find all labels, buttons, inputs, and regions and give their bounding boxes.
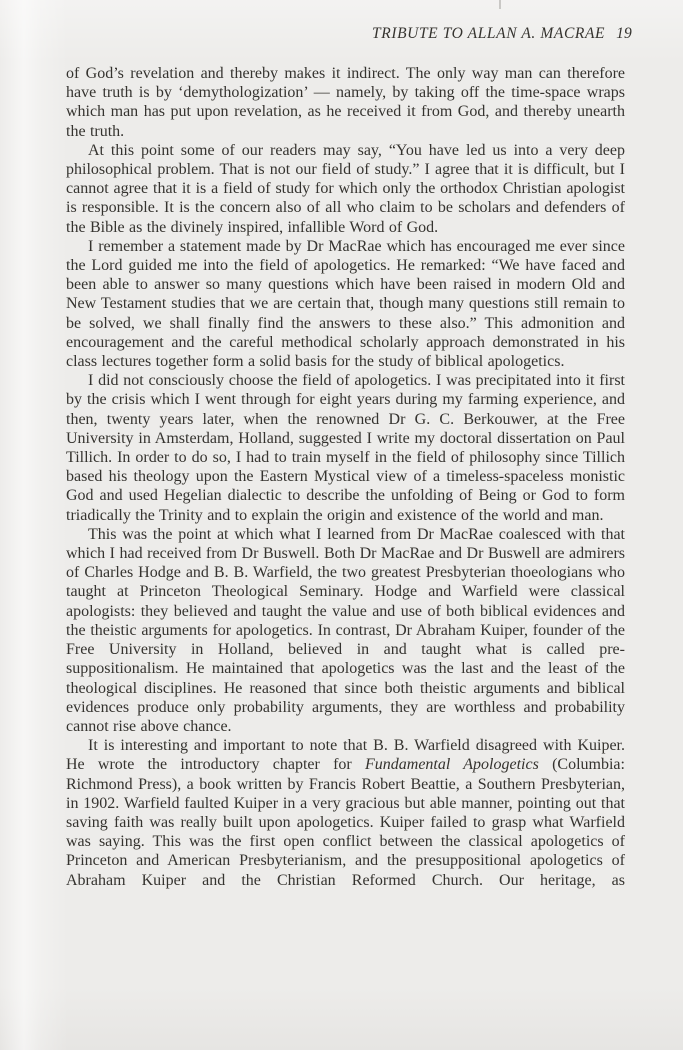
paragraph: This was the point at which what I learned from Dr MacRae coalesced with that which I had received from Dr Buswell. Both Dr MacRae and Dr Buswell are admirers of Charles Hodge and B. B. Warfield, the two greatest Presbyterian thoeologians who taught at Princeton Theological Seminary. Hodge and Warfield were classical apologists: they believed and taught the value and use of both biblical evidences and the theistic arguments for apologetics. In contrast, Dr Abraham Kuiper, founder of the Free University in Holland, believed in and taught what is called pre-suppositionalism. He maintained that apologetics was the last and the least of the theological disciplines. He reasoned that since both theistic arguments and biblical evidences produce only probability arguments, they are worthless and probability cannot rise above chance. (66, 525, 625, 735)
paragraph: of God’s revelation and thereby makes it indirect. The only way man can therefore have truth is by ‘demythologization’ — namely, by taking off the time-space wraps which man has put upon revelation, as he received it from God, and thereby unearth the truth. (66, 65, 625, 140)
paragraph-text: It is interesting and important to note that B. B. Warfield disagreed with Kuiper. He wrote the introductory chapter for (66, 737, 625, 774)
running-header (66, 25, 632, 43)
scan-artifact-mark (499, 0, 501, 9)
book-title-italic: Fundamental Apologetics (365, 756, 539, 774)
paragraph: I did not consciously choose the field of apologetics. I was precipitated into it first by the crisis which I went through for eight years during my farming experience, and then, twenty years later, when the renowned Dr G. C. Berkouwer, at the Free University in Amsterdam, Holland, suggested I write my doctoral dissertation on Paul Tillich. In order to do so, I had to train myself in the field of philosophy since Tillich based his theology upon the Eastern Mystical view of a timeless-spaceless monistic God and used Hegelian dialectic to describe the unfolding of Being or God to form triadically the Trinity and to explain the origin and existence of the world and man. (66, 372, 625, 524)
paragraph: At this point some of our readers may say, “You have led us into a very deep philosophical problem. That is not our field of study.” I agree that it is difficult, but I cannot agree that it is a field of study for which only the orthodox Christian apologist is responsible. It is the concern also of all who claim to be scholars and defenders of the Bible as the divinely inspired, infallible Word of God. (66, 141, 625, 236)
paragraph: I remember a statement made by Dr MacRae which has encouraged me ever since the Lord guided me into the field of apologetics. He remarked: “We have faced and been able to answer so many questions which have been raised in modern Old and New Testament studies that we are certain that, though many questions still remain to be solved, we shall finally find the answers to these also.” This admonition and encouragement and the careful methodical scholarly approach demonstrated in his class lectures together form a solid basis for the study of biblical apologetics. (66, 237, 625, 371)
paragraph-text: (Columbia: Richmond Press), a book written by Francis Robert Beattie, a Southern Presbyterian, in 1902. Warfield faulted Kuiper in a very gracious but able manner, pointing out that saving faith was really built upon apologetics. Kuiper failed to grasp what Warfield was saying. This was the first open conflict between the classical apologetics of Princeton and American Presbyterianism, and the presuppositional apologetics of Abraham Kuiper and the Christian Reformed Church. Our heritage, as (66, 756, 625, 889)
page-body (66, 64, 625, 890)
page-number: 19 (616, 25, 632, 42)
paragraph (66, 736, 625, 890)
running-title: TRIBUTE TO ALLAN A. MACRAE (372, 25, 606, 42)
